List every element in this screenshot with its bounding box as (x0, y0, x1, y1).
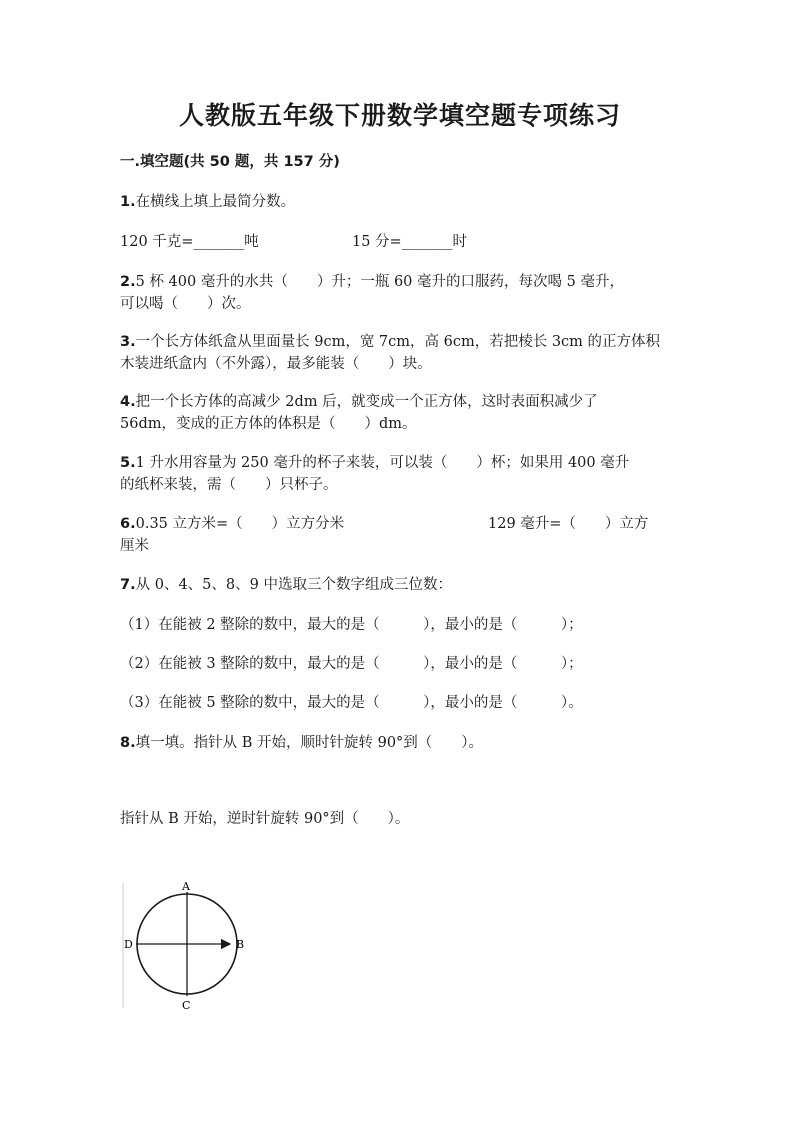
question-text: 在横线上填上最简分数。 (135, 194, 296, 210)
page-title: 人教版五年级下册数学填空题专项练习 (178, 101, 621, 130)
question-1-part-b: 15 分=_______时 (352, 234, 467, 250)
question-6 (120, 512, 344, 533)
question-2 (120, 270, 624, 291)
question-7-item-2: （2）在能被 3 整除的数中，最大的是（ ），最小的是（ ）； (120, 656, 583, 672)
question-1-part-a: 120 千克=_______吨 (120, 234, 259, 250)
question-2-line-2: 可以喝（ ）次。 (120, 296, 251, 312)
question-3-line-2: 木装进纸盒内（不外露），最多能装（ ）块。 (120, 356, 432, 372)
question-number: 3. (120, 334, 136, 350)
question-7 (120, 573, 452, 594)
question-number: 5. (120, 455, 136, 471)
label-right: B (236, 938, 245, 951)
question-8-line-2: 指针从 B 开始，逆时针旋转 90°到（ ）。 (120, 811, 410, 827)
section-heading: 一.填空题(共 50 题，共 157 分) (120, 154, 340, 170)
question-number: 7. (120, 577, 136, 593)
question-8 (120, 731, 483, 752)
question-text: 0.35 立方米=（ ）立方分米 (135, 516, 345, 532)
question-text: 从 0、4、5、8、9 中选取三个数字组成三位数： (135, 577, 452, 593)
label-left: D (124, 938, 133, 951)
question-3 (120, 330, 660, 351)
question-6-line-2: 厘米 (120, 538, 149, 554)
question-5-line-2: 的纸杯来装，需（ ）只杯子。 (120, 477, 338, 493)
question-number: 6. (120, 516, 136, 532)
label-top: A (182, 880, 190, 893)
question-text: 1 升水用容量为 250 毫升的杯子来装，可以装（ ）杯；如果用 400 毫升 (135, 455, 630, 471)
question-4 (120, 390, 598, 411)
question-text: 5 杯 400 毫升的水共（ ）升；一瓶 60 毫升的口服药，每次喝 5 毫升， (135, 274, 624, 290)
question-number: 4. (120, 394, 136, 410)
question-text: 一个长方体纸盒从里面量长 9cm，宽 7cm，高 6cm，若把棱长 3cm 的正方体积 (135, 334, 661, 350)
question-4-line-2: 56dm，变成的正方体的体积是（ ）dm。 (120, 416, 417, 432)
question-1 (120, 190, 295, 211)
question-7-item-1: （1）在能被 2 整除的数中，最大的是（ ），最小的是（ ）； (120, 617, 583, 633)
question-number: 8. (120, 735, 136, 751)
question-text: 把一个长方体的高减少 2dm 后，就变成一个正方体，这时表面积减少了 (135, 394, 598, 410)
question-6-part-b: 129 毫升=（ ）立方 (488, 516, 649, 532)
label-bottom: C (182, 999, 191, 1012)
question-number: 2. (120, 274, 136, 290)
rotation-diagram (118, 878, 258, 1013)
question-7-item-3: （3）在能被 5 整除的数中，最大的是（ ），最小的是（ ）。 (120, 695, 583, 711)
question-5 (120, 451, 629, 472)
question-number: 1. (120, 194, 136, 210)
question-text: 填一填。指针从 B 开始，顺时针旋转 90°到（ ）。 (135, 735, 484, 751)
